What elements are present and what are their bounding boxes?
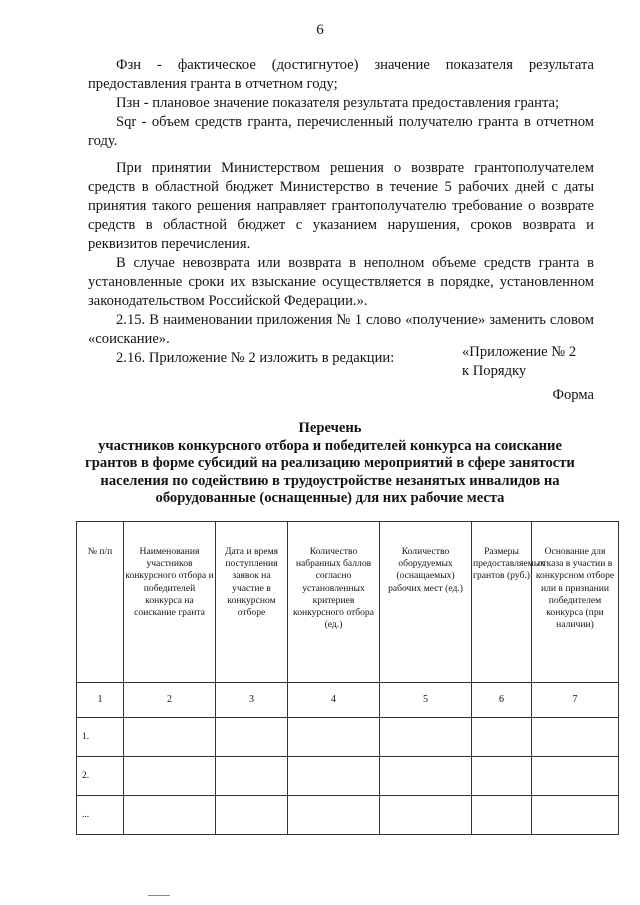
footer-divider bbox=[148, 895, 170, 896]
column-number: 7 bbox=[532, 683, 619, 718]
appendix-line-2: к Порядку bbox=[462, 363, 527, 379]
column-number: 6 bbox=[472, 683, 532, 718]
title-subheading: участников конкурсного отбора и победителей конкурса на соискание грантов в форме субсидий на реализацию мероприятий в сфере занятости населения по содействию в трудоустройстве незанятых инвалидов на оборудованные (оснащенные) для них рабочие места bbox=[85, 437, 575, 506]
table-cell bbox=[216, 757, 288, 796]
table-cell bbox=[380, 796, 472, 835]
column-number: 4 bbox=[288, 683, 380, 718]
row-number: ... bbox=[77, 796, 124, 835]
paragraph-sqr: Sqr - объем средств гранта, перечисленный получателю гранта в отчетном году. bbox=[88, 114, 594, 149]
table-cell bbox=[472, 718, 532, 757]
title-heading: Перечень bbox=[298, 420, 362, 436]
table-cell bbox=[216, 718, 288, 757]
column-number: 2 bbox=[124, 683, 216, 718]
paragraph-pzn: Пзн - плановое значение показателя результата предоставления гранта; bbox=[116, 95, 560, 111]
column-number: 3 bbox=[216, 683, 288, 718]
table-cell bbox=[288, 757, 380, 796]
header-cell: Количество оборудуемых (оснащаемых) рабочих мест (ед.) bbox=[380, 522, 472, 683]
header-cell: Наименования участников конкурсного отбора и победителей конкурса на соискание гранта bbox=[124, 522, 216, 683]
table-cell bbox=[288, 718, 380, 757]
header-cell: Дата и время поступления заявок на участие в конкурсном отборе bbox=[216, 522, 288, 683]
table-cell bbox=[472, 796, 532, 835]
document-body bbox=[88, 56, 594, 368]
table-row bbox=[77, 796, 619, 835]
form-label: Форма bbox=[552, 387, 594, 403]
table-cell bbox=[124, 757, 216, 796]
column-number: 1 bbox=[77, 683, 124, 718]
column-number-row bbox=[77, 683, 619, 718]
table-cell bbox=[532, 796, 619, 835]
appendix-reference bbox=[462, 343, 576, 381]
table-cell bbox=[532, 757, 619, 796]
table-cell bbox=[216, 796, 288, 835]
header-cell: Основание для отказа в участии в конкурсном отборе или в признании победителем конкурса (при наличии) bbox=[532, 522, 619, 683]
header-cell: № п/п bbox=[77, 522, 124, 683]
paragraph-2-15: 2.15. В наименовании приложения № 1 слово «получение» заменить словом «соискание». bbox=[88, 312, 594, 347]
table-row bbox=[77, 718, 619, 757]
table-cell bbox=[380, 718, 472, 757]
table-cell bbox=[532, 718, 619, 757]
table-header-row bbox=[77, 522, 619, 683]
paragraph-2-16: 2.16. Приложение № 2 изложить в редакции: bbox=[116, 350, 395, 366]
paragraph-return-decision: При принятии Министерством решения о возврате грантополучателем средств в областной бюджет Министерство в течение 5 рабочих дней с даты принятия такого решения направляет грантополучателю требование о возврате средств в областной бюджет с указанием нарушения, сроков возврата и реквизитов перечисления. bbox=[88, 160, 594, 252]
header-cell: Количество набранных баллов согласно установленных критериев конкурсного отбора (ед.) bbox=[288, 522, 380, 683]
table-cell bbox=[472, 757, 532, 796]
appendix-line-1: «Приложение № 2 bbox=[462, 344, 577, 360]
table-row bbox=[77, 757, 619, 796]
row-number: 2. bbox=[77, 757, 124, 796]
row-number: 1. bbox=[77, 718, 124, 757]
header-cell: Размеры предоставляемых грантов (руб.) bbox=[472, 522, 532, 683]
participants-table bbox=[76, 521, 619, 835]
table-cell bbox=[124, 718, 216, 757]
paragraph-non-return: В случае невозврата или возврата в неполном объеме средств гранта в установленные сроки их взыскание осуществляется в порядке, установленном законодательством Российской Федерации.». bbox=[88, 255, 594, 309]
column-number: 5 bbox=[380, 683, 472, 718]
table-cell bbox=[288, 796, 380, 835]
list-title bbox=[80, 420, 580, 508]
page-number: 6 bbox=[316, 22, 324, 38]
paragraph-fzn: Фзн - фактическое (достигнутое) значение показателя результата предоставления гранта в отчетном году; bbox=[88, 57, 594, 92]
table-cell bbox=[380, 757, 472, 796]
table-cell bbox=[124, 796, 216, 835]
